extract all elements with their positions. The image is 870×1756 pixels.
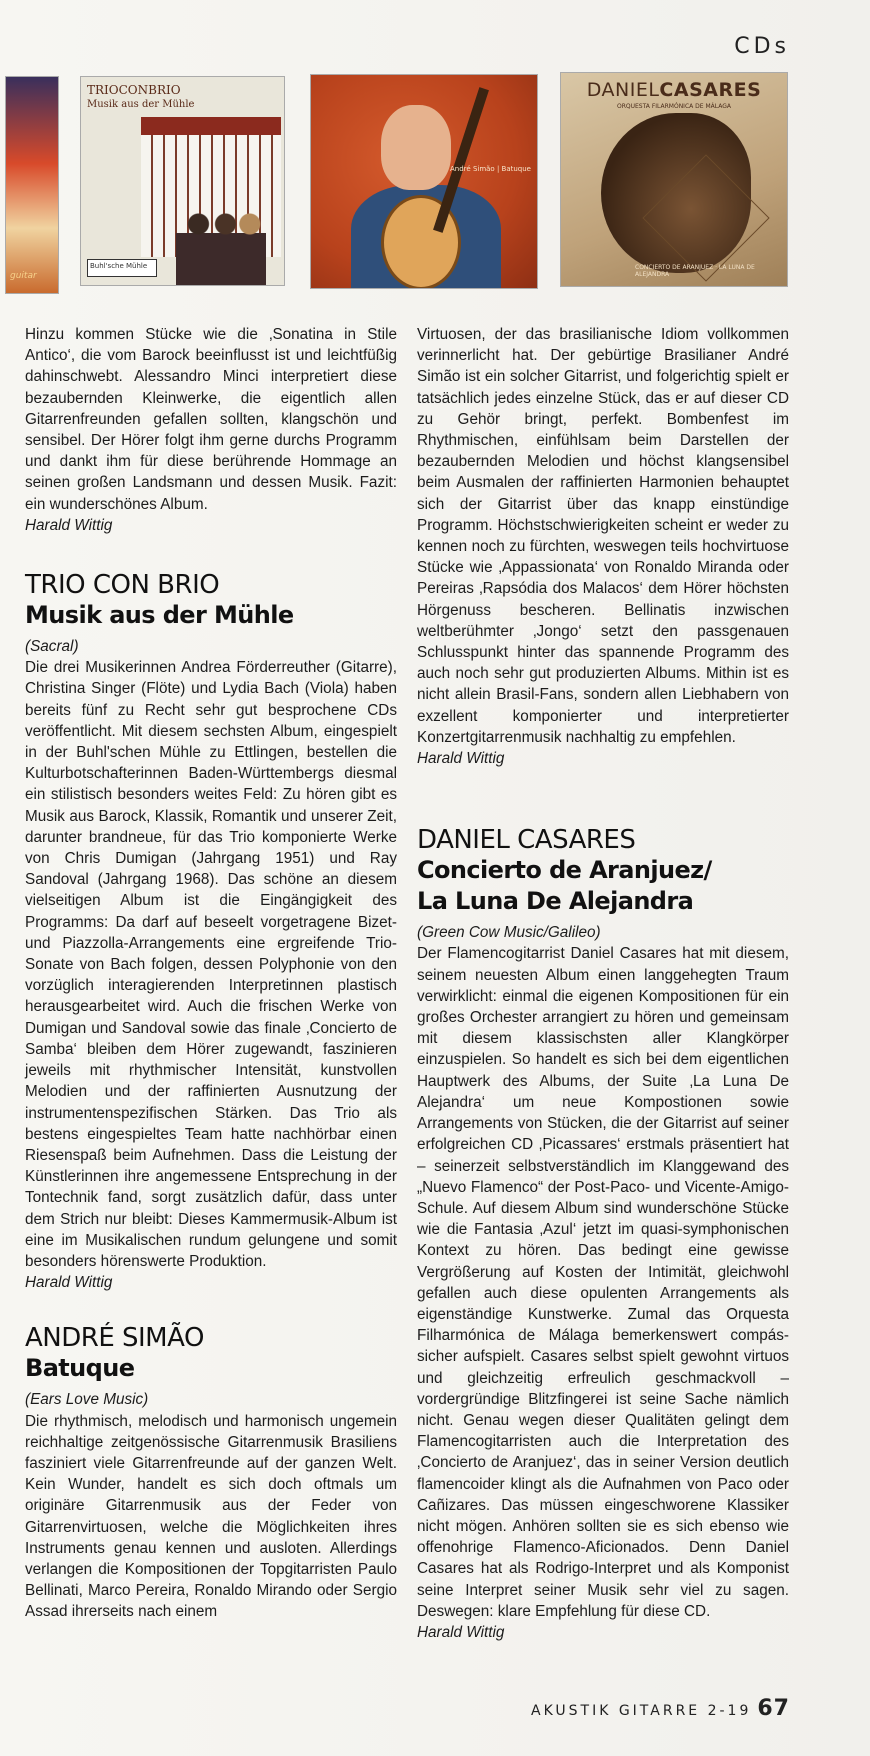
simao-review-continued: Virtuosen, der das brasilianische Idiom vollkommen verinnerlicht hat. Der gebürtige Brasilianer André Simão ist ein solcher Gitarrist, und folgerichtig spielt er tatsächlich jedes einzelne Stück, das er auf dieser CD zu Gehör bringt, perfekt. Bombenfest im Rhythmischen, einfühlsam beim Darstellen der bezaubernden Melodien und höchst klangsensibel beim Ausmalen der raffinierten Harmonien behauptet sich der Gitarrist über das knapp einstündige Programm. Höchstschwierigkeiten scheint er weder zu kennen noch zu fürchten, weswegen teils hochvirtuose Stücke wie ‚Appassionata‘ von Ronaldo Miranda oder Pereiras ‚Rapsódia dos Malacos‘ dem Hörer höchsten Hörgenuss bescheren. Bellinatis inzwischen weltberühmter ‚Jongo‘ setzt den passgenauen Schlusspunkt hinter das spannende Programm des auch noch sehr gut produzierten Albums. Mithin ist es nicht allein Brasil-Fans, sondern allen Liebhabern von exzellent komponierter und interpretierter Konzertgitarrenmusik nachhaltig zu empfehlen. — [417, 326, 789, 746]
page-footer — [531, 1696, 790, 1721]
review-album-line-1: Concierto de Aranjuez/ — [417, 856, 712, 885]
review-label: (Ears Love Music) — [25, 1391, 149, 1409]
section-tag: CDs — [734, 34, 790, 59]
cover-trio-title: TRIOCONBRIO — [87, 83, 181, 97]
cover-trio-logo: Buhl'sche Mühle — [87, 259, 157, 277]
review-text: Der Flamencogitarrist Daniel Casares hat mit diesem, seinem neuesten Album einen langgehegten Traum verwirklicht: einmal die eigenen Kompositionen für ein großes Orchester arrangiert zu hören und gemeinsam mit diesem klassischsten aller Klangkörper einzuspielen. So handelt es sich bei dem eigentlichen Hauptwerk des Albums, der Suite ‚La Luna De Alejandra‘ um neue Kompostionen sowie Arrangements von Stücken, die der Gitarrist auf seiner erfolgreichen CD ‚Picassares‘ erstmals präsentiert hat – seinerzeit selbstverständlich im Klanggewand des „Nuevo Flamenco“ der Post-Paco- und Vicente-Amigo-Schule. Auf diesem Album sind wunderschöne Stücke wie die Fantasia ‚Azul‘ jetzt im quasi-symphonischen Kontext zu hören. Das bedingt eine gewisse Vergrößerung auf Kosten der Intimität, gleichwohl gefallen auch diese opulenten Arrangements als eigenständige Kunstwerke. Zumal das Orquesta Filharmónica de Málaga bemerkenswert compás-sicher aufspielt. Casares selbst spielt gewohnt virtuos und gleichzeitig erfreulich geschmackvoll – vordergründige Blitzfingerei ist seine Sache nämlich nicht. Genau wegen dieser Qualitäten gelingt dem Flamencogitarristen auch die Interpretation des ‚Concierto de Aranjuez‘, das in seiner Version deutlich flamencoider klingt als die Aufnahmen von Paco oder Cañizares. Das müssen eingeschworene Klassiker nicht mögen. Anhören sollten sie es sich ebenso wie offenohrige Flamenco-Aficionados. Denn Daniel Casares hat als Rodrigo-Interpret und als Komponist seine Interpret seiner Musik sehr viel zu sagen. Deswegen: klare Empfehlung für diese CD. — [417, 945, 789, 1620]
cover-casares-subtitle: ORQUESTA FILARMÓNICA DE MÁLAGA — [617, 103, 731, 110]
simao-review-author: Harald Wittig — [417, 750, 505, 768]
guitarist-head-image — [381, 105, 451, 190]
intro-review-text: Hinzu kommen Stücke wie die ‚Sonatina in Stile Antico‘, die vom Barock beeinflusst ist und leichtfüßig dahinschwebt. Alessandro Minci interpretiert diese bezaubernden Kleinwerke, die eigentlich allen Gitarrenfreunden gefallen sollten, klangschön und sensibel. Der Hörer folgt ihm gerne durchs Programm und dankt ihm für diese berührende Hommage an seinen großen Landsmann und dessen Musik. Fazit: ein wunderschönes Album. — [25, 326, 397, 513]
review-daniel-casares — [417, 825, 789, 1643]
cover-brilliant-text: guitar — [10, 271, 37, 281]
review-label: (Sacral) — [25, 638, 79, 656]
cover-casares-footer: CONCIERTO DE ARANJUEZ · LA LUNA DE ALEJANDRA — [635, 264, 755, 278]
cover-casares-title — [561, 79, 787, 101]
cover-trio-con-brio — [80, 76, 285, 286]
cover-brilliant — [5, 76, 59, 294]
review-artist: DANIEL CASARES — [417, 825, 636, 856]
review-label: (Green Cow Music/Galileo) — [417, 924, 601, 942]
review-text: Die rhythmisch, melodisch und harmonisch ungemein reichhaltige zeitgenössische Gitarrenmusik Brasiliens fasziniert viele Gitarrenfreunde auf der ganzen Welt. Kein Wunder, handelt es sich doch oftmals um originäre Gitarrenmusik aus der Feder von Gitarrenvirtuosen, welche die Möglichkeiten ihres Instruments genau kennen und ausloten. Allerdings verlangen die Kompositionen der Topgitarristen Paulo Bellinati, Marco Pereira, Ronaldo Mirando oder Sergio Assad ihrerseits nach einem — [25, 1412, 397, 1621]
review-album: Musik aus der Mühle — [25, 601, 294, 630]
trio-musicians-image — [176, 197, 266, 286]
review-artist: TRIO CON BRIO — [25, 570, 220, 601]
review-author: Harald Wittig — [417, 1623, 505, 1641]
magazine-name: AKUSTIK GITARRE 2-19 — [531, 1703, 752, 1719]
cd-covers — [0, 70, 870, 292]
review-andre-simao — [25, 1323, 397, 1622]
page-number: 67 — [757, 1696, 790, 1721]
intro-review-author: Harald Wittig — [25, 516, 113, 534]
review-album-line-2: La Luna De Alejandra — [417, 887, 694, 916]
review-album: Batuque — [25, 1354, 135, 1383]
left-column — [25, 324, 397, 1623]
cover-simao-text: André Simão | Batuque — [450, 165, 531, 173]
cover-daniel-casares — [560, 72, 788, 287]
cover-trio-subtitle: Musik aus der Mühle — [87, 99, 195, 110]
review-trio-con-brio — [25, 570, 397, 1293]
cover-casares-first: DANIEL — [586, 79, 660, 101]
right-column — [417, 324, 789, 1643]
cover-andre-simao — [310, 74, 538, 289]
review-artist: ANDRÉ SIMÃO — [25, 1323, 204, 1354]
review-text: Die drei Musikerinnen Andrea Förderreuther (Gitarre), Christina Singer (Flöte) und Lydia Bach (Viola) haben bereits fünf zu Recht sehr gut besprochene CDs veröffentlicht. Mit diesem sechsten Album, eingespielt in der Buhl'schen Mühle zu Ettlingen, bestellen die Kulturbotschafterinnen Baden-Württembergs diesmal ein stilistisch besonders weites Feld: Zu hören gibt es Musik aus Barock, Klassik, Romantik und unserer Zeit, darunter brandneue, für das Trio komponierte Werke von Chris Dumigan (Jahrgang 1951) und Ray Sandoval (Jahrgang 1968). Das schöne an diesem vielseitigen Album ist die Eingängigkeit des Programms: Da darf auf beseelt vorgetragene Bizet- und Piazzolla-Arrangements eine ergreifende Trio-Sonate von Bach folgen, dessen Polyphonie von den vorzüglich interagierenden Interpretinnen plastisch herausgearbeitet wird. Auch die frischen Werke von Dumigan und Sandoval sowie das finale ‚Concierto de Samba‘ bleiben dem Hörer zugewandt, faszinieren jeweils mit rhythmischer Intensität, kunstvollen Melodien und der raffinierten Ausnutzung der instrumentenspezifischen Stärken. Das Trio als bestens eingespieltes Team hatte nachhörbar einen Riesenspaß beim Aufnehmen. Dass die Leistung der Künstlerinnen ihre angemessene Entsprechung in der Tontechnik fand, sorgt zusätzlich dafür, dass unter dem Strich nur bleibt: Dieses Kammermusik-Album ist eine im Musikalischen rundum gelungene und somit besonders hörenswerte Produktion. — [25, 659, 397, 1270]
cover-casares-last: CASARES — [659, 79, 762, 101]
review-author: Harald Wittig — [25, 1274, 113, 1292]
